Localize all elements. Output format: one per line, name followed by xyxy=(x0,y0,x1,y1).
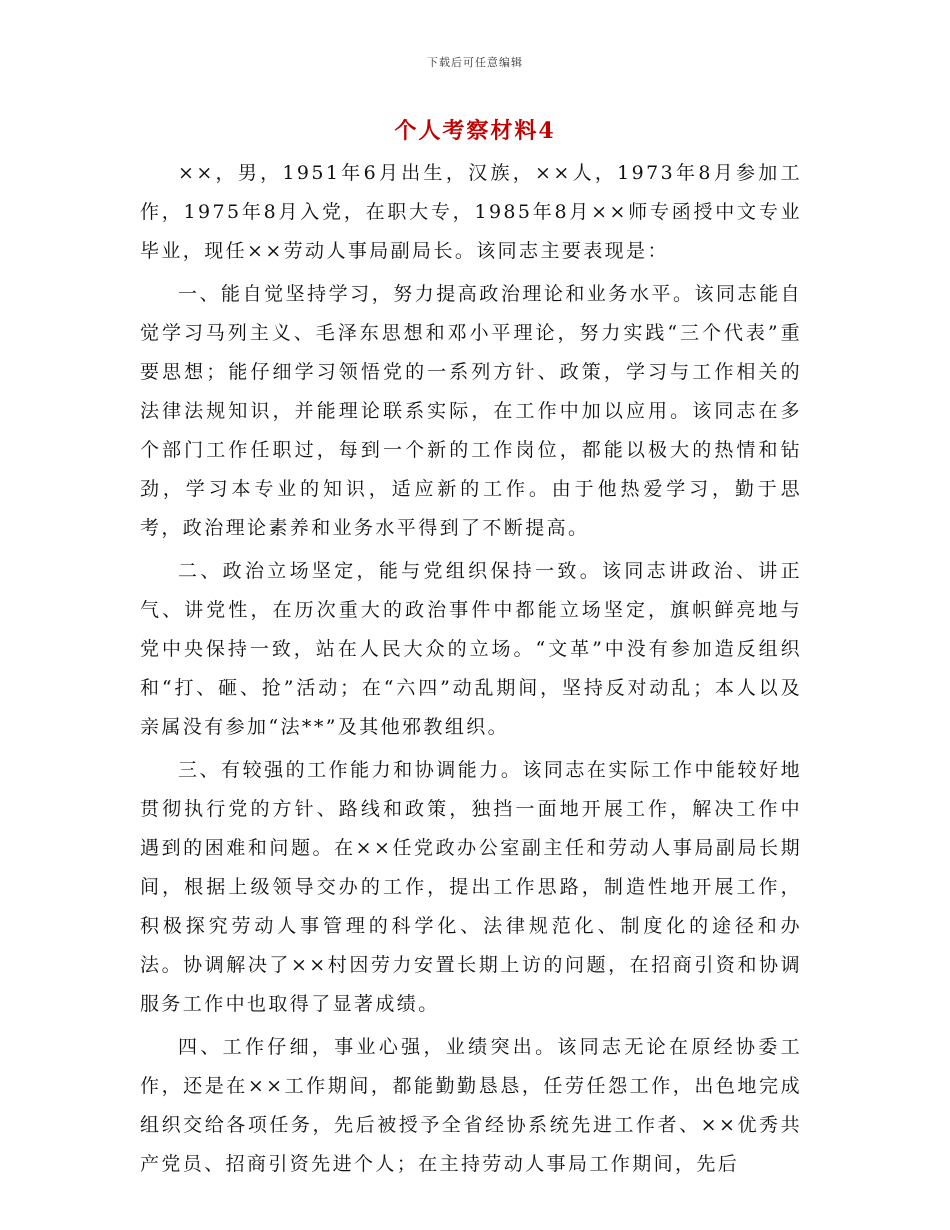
paragraph-work-ability: 三、有较强的工作能力和协调能力。该同志在实际工作中能较好地贯彻执行党的方针、路线和政策，独挡一面地开展工作，解决工作中遇到的困难和问题。在××任党政办公室副主任和劳动人事局副局长期间，根据上级领导交办的工作，提出工作思路，制造性地开展工作，积极探究劳动人事管理的科学化、法律规范化、制度化的途径和办法。协调解决了××村因劳力安置长期上访的问题，在招商引资和协调服务工作中也取得了显著成绩。 xyxy=(140,759,802,1015)
paragraph-political-stance: 二、政治立场坚定，能与党组织保持一致。该同志讲政治、讲正气、讲党性，在历次重大的政治事件中都能立场坚定，旗帜鲜亮地与党中央保持一致，站在人民大众的立场。“文革”中没有参加造反组织和“打、砸、抢”活动；在“六四”动乱期间，坚持反对动乱；本人以及亲属没有参加“法**”及其他邪教组织。 xyxy=(140,560,802,738)
paragraph-performance: 四、工作仔细，事业心强，业绩突出。该同志无论在原经协委工作，还是在××工作期间，都能勤勤恳恳，任劳任怨工作，出色地完成组织交给各项任务，先后被授予全省经协系统先进工作者、××优秀共产党员、招商引资先进个人；在主持劳动人事局工作期间，先后 xyxy=(140,1036,802,1175)
document-title: 个人考察材料4 xyxy=(394,118,556,144)
header-note: 下载后可任意编辑 xyxy=(427,56,523,69)
paragraph-study: 一、能自觉坚持学习，努力提高政治理论和业务水平。该同志能自觉学习马列主义、毛泽东思想和邓小平理论，努力实践“三个代表”重要思想；能仔细学习领悟党的一系列方针、政策，学习与工作相关的法律法规知识，并能理论联系实际，在工作中加以应用。该同志在多个部门工作任职过，每到一个新的工作岗位，都能以极大的热情和钻劲，学习本专业的知识，适应新的工作。由于他热爱学习，勤于思考，政治理论素养和业务水平得到了不断提高。 xyxy=(140,283,802,539)
paragraph-intro: ××，男，1951年6月出生，汉族，××人，1973年8月参加工作，1975年8月入党，在职大专，1985年8月××师专函授中文专业毕业，现任××劳动人事局副局长。该同志主要表现是： xyxy=(140,162,802,262)
document-body xyxy=(140,154,802,1188)
